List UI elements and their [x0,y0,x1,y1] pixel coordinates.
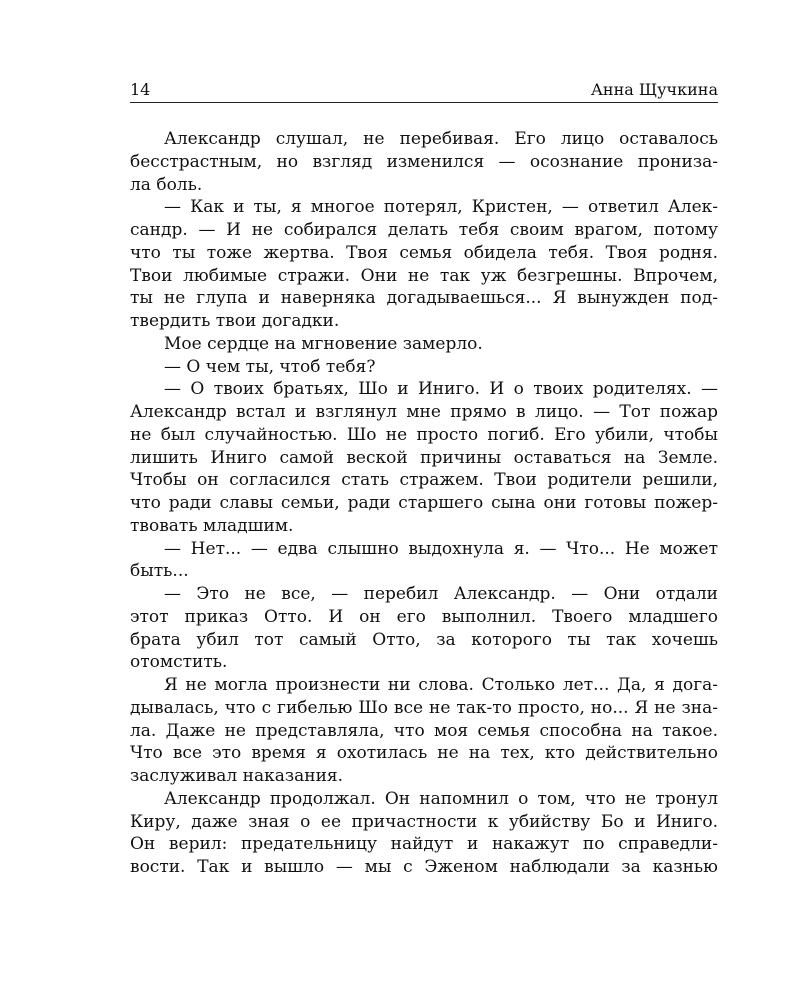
text-line: дывалась, что с гибелью Шо все не так-то просто, но... Я не зна- [130,697,718,718]
text-line: вости. Так и вышло — мы с Эженом наблюдали за казнью [130,857,718,877]
text-line: этот приказ Отто. И он его выполнил. Твоего младшего [130,606,718,627]
page-number: 14 [130,80,151,99]
text-line: брата убил тот самый Отто, за которого ты так хочешь [130,629,718,650]
text-line: Что все это время я охотилась не на тех, кто действительно [130,743,718,764]
text-line: Киру, даже зная о ее причастности к убийству Бо и Иниго. [130,811,718,832]
text-line: Александр продолжал. Он напомнил о том, что не тронул [164,788,718,809]
text-line: Александр встал и взглянул мне прямо в лицо. — Тот пожар [130,402,718,422]
text-line: не был случайностью. Шо не просто погиб. Его убили, чтобы [130,424,718,445]
text-line: — Это не все, — перебил Александр. — Они отдали [164,584,718,604]
text-line: заслуживал наказания. [130,766,344,786]
text-line: Мое сердце на мгновение замерло. [164,333,483,354]
running-author: Анна Щучкина [590,80,718,99]
body-text [130,128,718,879]
text-line: — О чем ты, чтоб тебя? [164,356,376,377]
text-line: что ты тоже жертва. Твоя семья обидела тебя. Твоя родня. [130,242,718,263]
text-line: твердить твои догадки. [130,311,340,331]
text-line: бесстрастным, но взгляд изменился — осознание прониза- [130,151,718,172]
text-line: твовать младшим. [130,515,294,536]
text-line: быть... [130,561,189,582]
text-line: что ради славы семьи, ради старшего сына они готовы пожер- [130,493,718,513]
header-rule [130,102,718,103]
text-line: лишить Иниго самой веской причины оставаться на Земле. [130,447,718,468]
text-line: ла боль. [130,174,203,195]
text-line: Он верил: предательницу найдут и накажут по справедли- [130,834,718,855]
text-line: — Нет... — едва слышно выдохнула я. — Что... Не может [164,538,718,559]
text-line: Александр слушал, не перебивая. Его лицо оставалось [164,129,718,149]
text-line: отомстить. [130,652,228,673]
text-line: ла. Даже не представляла, что моя семья способна на такое. [130,720,718,741]
text-line: Я не могла произнести ни слова. Столько лет... Да, я дога- [164,675,718,695]
text-line: — О твоих братьях, Шо и Иниго. И о твоих родителях. — [164,379,718,400]
text-line: Чтобы он согласился стать стражем. Твои родители решили, [130,470,718,491]
running-header [130,78,718,100]
text-line: — Как и ты, я многое потерял, Кристен, — ответил Алек- [164,197,718,218]
text-line: сандр. — И не собирался делать тебя своим врагом, потому [130,220,718,240]
text-line: Твои любимые стражи. Они не так уж безгрешны. Впрочем, [130,265,718,286]
text-line: ты не глупа и наверняка догадываешься... Я вынужден под- [130,288,718,309]
